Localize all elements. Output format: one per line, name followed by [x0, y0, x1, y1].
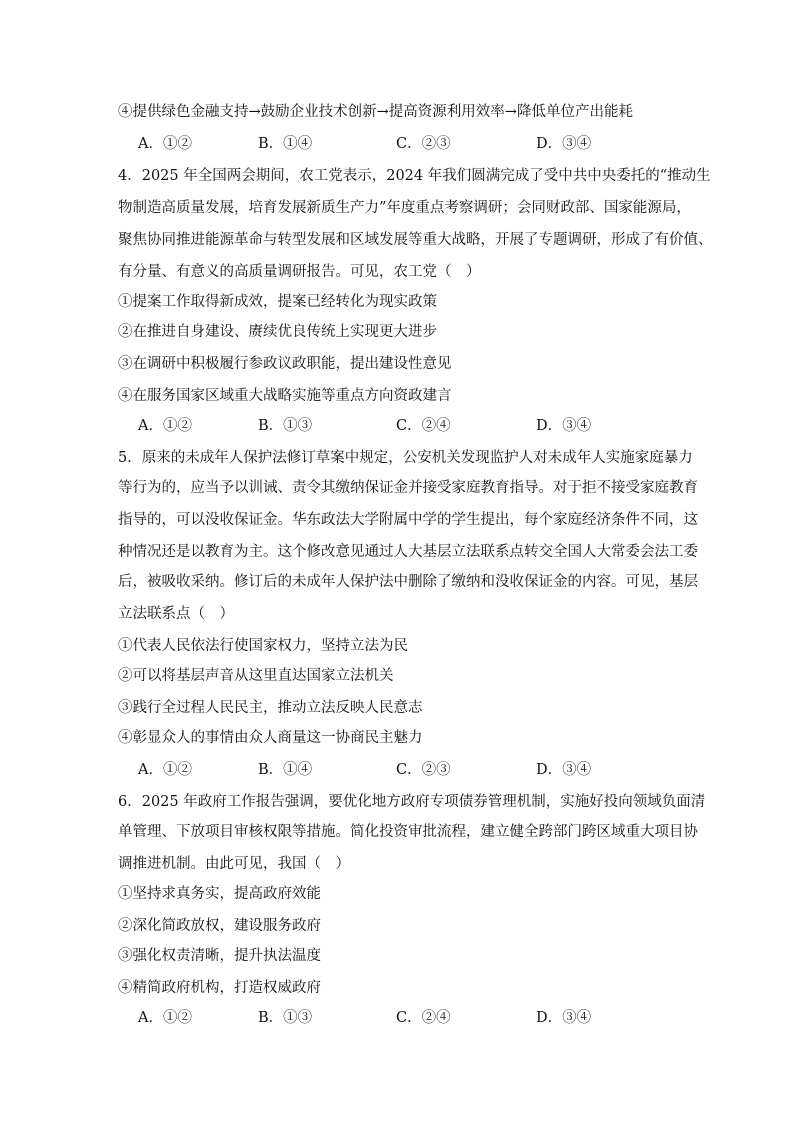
- q5-stem-line-6: 立法联系点（ ）: [118, 606, 234, 622]
- q5-stem-line-5: 后，被吸收采纳。修订后的未成年人保护法中删除了缴纳和没收保证金的内容。可见，基层: [118, 574, 698, 590]
- option-a[interactable]: A．①②: [138, 418, 192, 434]
- option-a[interactable]: A．①②: [138, 136, 192, 152]
- option-b[interactable]: B．①③: [258, 1010, 313, 1026]
- option-c[interactable]: C．②④: [396, 1010, 451, 1026]
- q4-item-3: ③在调研中积极履行参政议政职能，提出建设性意见: [118, 356, 452, 372]
- q4-item-2: ②在推进自身建设、赓续优良传统上实现更大进步: [118, 324, 437, 340]
- option-b[interactable]: B．①④: [258, 762, 313, 778]
- option-c[interactable]: C．②③: [396, 762, 451, 778]
- q6-item-2: ②深化简政放权，建设服务政府: [118, 918, 321, 934]
- q4-stem-line-3: 聚焦协同推进能源革命与转型发展和区域发展等重大战略，开展了专题调研，形成了有价值、: [118, 232, 713, 248]
- prev-question-options: [138, 134, 698, 154]
- q4-stem-line-4: 有分量、有意义的高质量调研报告。可见，农工党（ ）: [118, 264, 481, 280]
- option-d[interactable]: D．③④: [536, 1010, 592, 1026]
- q5-stem-line-1: 5．原来的未成年人保护法修订草案中规定，公安机关发现监护人对未成年人实施家庭暴力: [118, 450, 693, 466]
- option-b[interactable]: B．①③: [258, 418, 313, 434]
- q6-stem-line-1: 6．2025 年政府工作报告强调，要优化地方政府专项债券管理机制，实施好投向领域负面清: [118, 794, 706, 810]
- option-d[interactable]: D．③④: [536, 762, 592, 778]
- q5-stem-line-2: 等行为的，应当予以训诫、责令其缴纳保证金并接受家庭教育指导。对于拒不接受家庭教育: [118, 480, 698, 496]
- option-a[interactable]: A．①②: [138, 1010, 192, 1026]
- q6-options: [138, 1008, 698, 1028]
- q4-stem-line-2: 物制造高质量发展，培育发展新质生产力”年度重点考察调研；会同财政部、国家能源局，: [118, 200, 691, 216]
- q5-item-4: ④彰显众人的事情由众人商量这一协商民主魅力: [118, 730, 423, 746]
- option-b[interactable]: B．①④: [258, 136, 313, 152]
- q6-item-1: ①坚持求真务实，提高政府效能: [118, 886, 321, 902]
- option-a[interactable]: A．①②: [138, 762, 192, 778]
- q5-item-3: ③践行全过程人民民主，推动立法反映人民意志: [118, 700, 423, 716]
- q5-item-1: ①代表人民依法行使国家权力，坚持立法为民: [118, 638, 408, 654]
- q6-stem-line-3: 调推进机制。由此可见，我国（ ）: [118, 856, 350, 872]
- option-d[interactable]: D．③④: [536, 136, 592, 152]
- option-c[interactable]: C．②③: [396, 136, 451, 152]
- option-d[interactable]: D．③④: [536, 418, 592, 434]
- q6-item-3: ③强化权责清晰，提升执法温度: [118, 948, 321, 964]
- prev-question-item-4: ④提供绿色金融支持→鼓励企业技术创新→提高资源利用效率→降低单位产出能耗: [118, 104, 633, 120]
- q4-stem-line-1: 4．2025 年全国两会期间，农工党表示，2024 年我们圆满完成了受中共中央委托的“推动生: [118, 168, 711, 184]
- q4-item-4: ④在服务国家区域重大战略实施等重点方向资政建言: [118, 388, 452, 404]
- q4-item-1: ①提案工作取得新成效，提案已经转化为现实政策: [118, 294, 437, 310]
- q5-stem-line-4: 种情况还是以教育为主。这个修改意见通过人大基层立法联系点转交全国人大常委会法工委: [118, 544, 698, 560]
- q5-stem-line-3: 指导的，可以没收保证金。华东政法大学附属中学的学生提出，每个家庭经济条件不同，这: [118, 512, 698, 528]
- q6-item-4: ④精简政府机构，打造权威政府: [118, 980, 321, 996]
- q5-options: [138, 760, 698, 780]
- option-c[interactable]: C．②④: [396, 418, 451, 434]
- q6-stem-line-2: 单管理、下放项目审核权限等措施。简化投资审批流程，建立健全跨部门跨区域重大项目协: [118, 824, 698, 840]
- q5-item-2: ②可以将基层声音从这里直达国家立法机关: [118, 668, 394, 684]
- q4-options: [138, 416, 698, 436]
